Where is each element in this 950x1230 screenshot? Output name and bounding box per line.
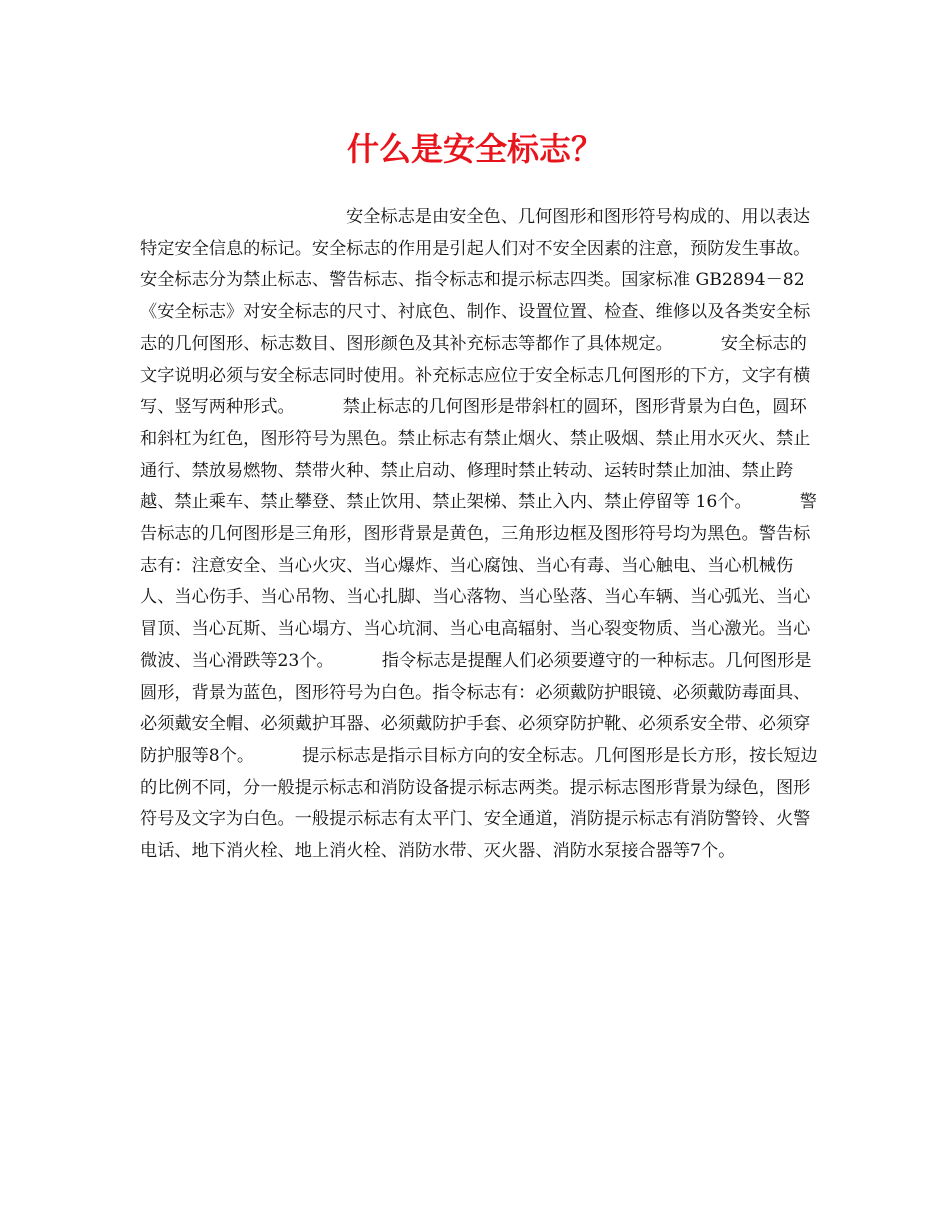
paragraph-2: 安全标志的文字说明必须与安全标志同时使用。补充标志应位于安全标志几何图形的下方，文字有横写、竖写两种形式。 (140, 333, 811, 418)
paragraph-4: 警告标志的几何图形是三角形，图形背景是黄色，三角形边框及图形符号均为黑色。警告标志有：注意安全、当心火灾、当心爆炸、当心腐蚀、当心有毒、当心触电、当心机械伤人、当心伤手、当心吊物、当心扎脚、当心落物、当心坠落、当心车辆、当心弧光、当心冒顶、当心瓦斯、当心塌方、当心坑洞、当心电高辐射、当心裂变物质、当心激光。当心微波、当心滑跌等23个。 (140, 492, 817, 671)
paragraph-1: 安全标志是由安全色、几何图形和图形符号构成的、用以表达特定安全信息的标记。安全标志的作用是引起人们对不安全因素的注意，预防发生事故。安全标志分为禁止标志、警告标志、指令标志和提示标志四类。国家标准 GB2894－82 《安全标志》对安全标志的尺寸、衬底色、制作、设置位置、检查、维修以及各类安全标志的几何图形、标志数目、图形颜色及其补充标志等都作了具体规定。 (140, 207, 811, 354)
document-body (140, 202, 820, 868)
paragraph-3: 禁止标志的几何图形是带斜杠的圆环，图形背景为白色，圆环和斜杠为红色，图形符号为黑色。禁止标志有禁止烟火、禁止吸烟、禁止用水灭火、禁止通行、禁放易燃物、禁带火种、禁止启动、修理时禁止转动、运转时禁止加油、禁止跨越、禁止乘车、禁止攀登、禁止饮用、禁止架梯、禁止入内、禁止停留等 16个。 (140, 397, 811, 513)
paragraph-6: 提示标志是指示目标方向的安全标志。几何图形是长方形，按长短边的比例不同，分一般提示标志和消防设备提示标志两类。提示标志图形背景为绿色，图形符号及文字为白色。一般提示标志有太平门、安全通道，消防提示标志有消防警铃、火警电话、地下消火栓、地上消火栓、消防水带、灭火器、消防水泵接合器等7个。 (140, 745, 818, 862)
paragraph-5: 指令标志是提醒人们必须要遵守的一种标志。几何图形是圆形，背景为蓝色，图形符号为白色。指令标志有：必须戴防护眼镜、必须戴防毒面具、必须戴安全帽、必须戴护耳器、必须戴防护手套、必须穿防护靴、必须系安全带、必须穿防护服等8个。 (140, 650, 812, 766)
document-title: 什么是安全标志？ (346, 130, 603, 168)
